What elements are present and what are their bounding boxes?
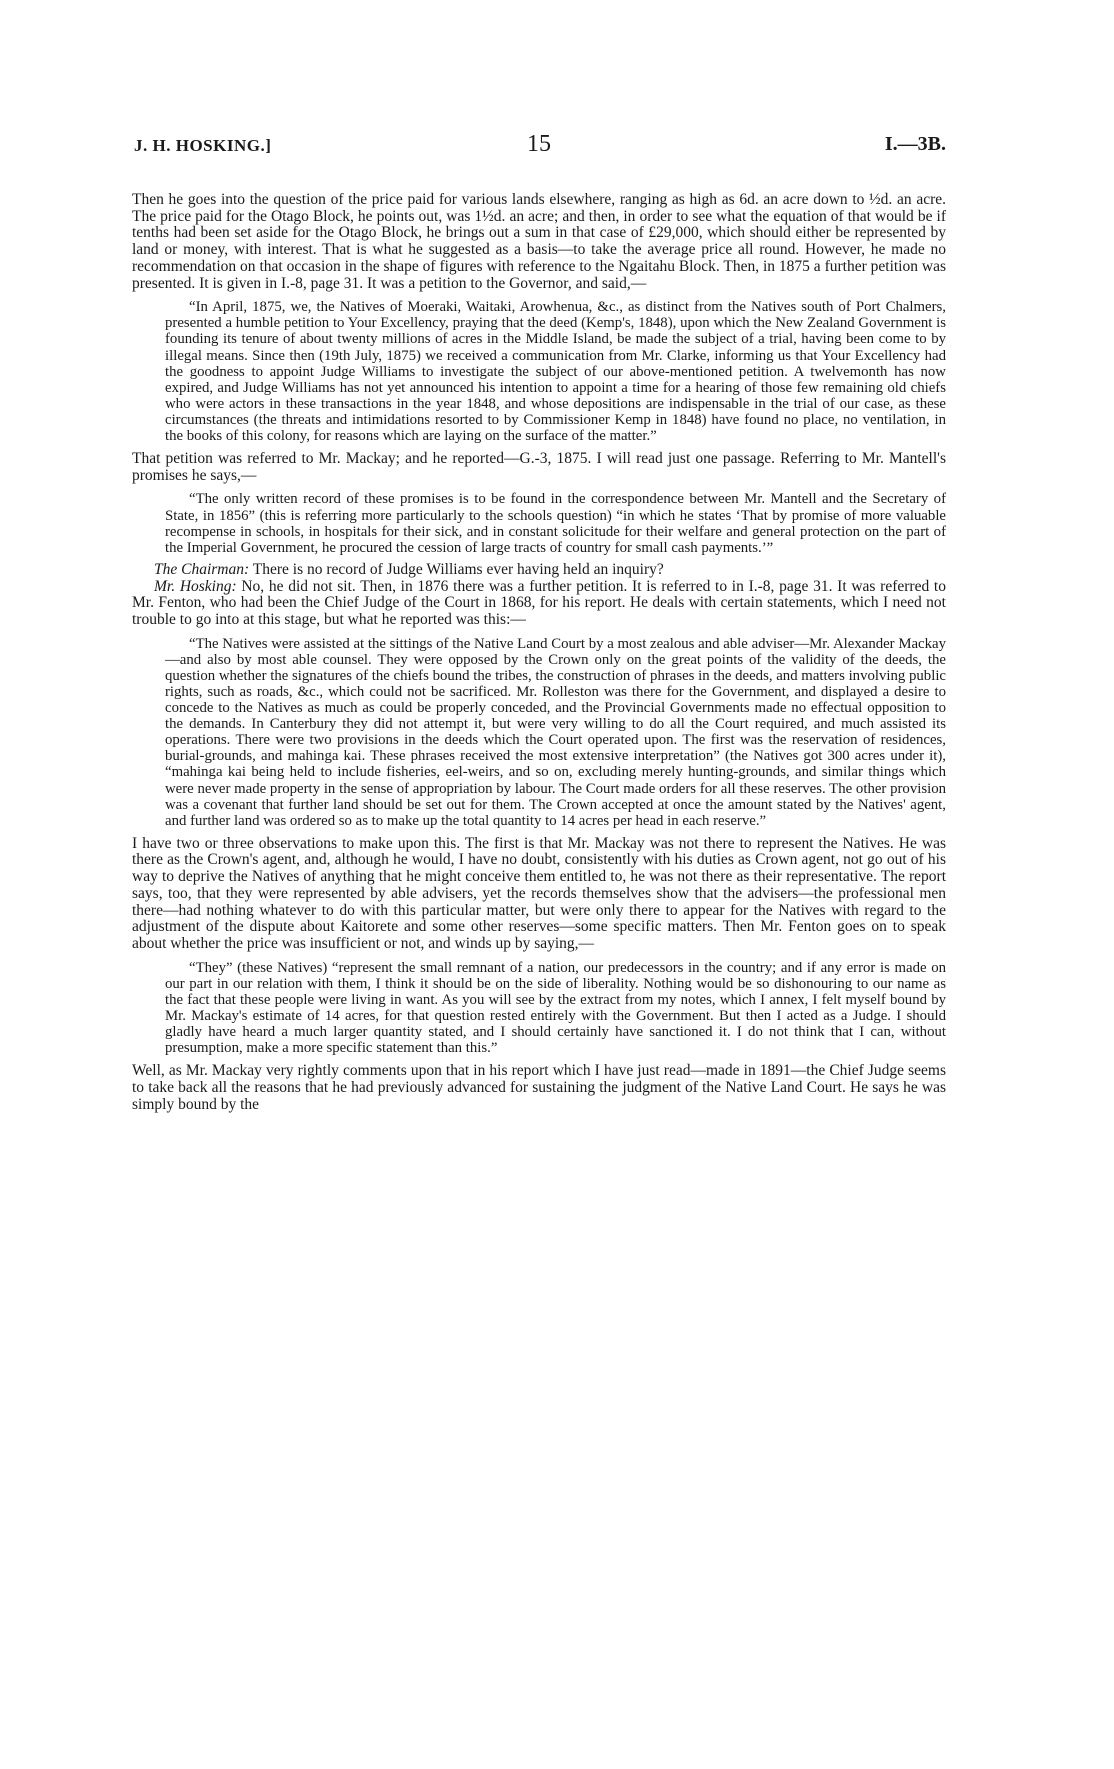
speech-text: No, he did not sit. Then, in 1876 there was a further petition. It is referred to in I.-8, page 31. It was referred to Mr. Fenton, who had been the Chief Judge of the Court in 1868, for his report. He deals with certain statements, which I need not trouble to go into at this stage, but what he reported was this:— (132, 577, 946, 628)
speech-chairman (132, 562, 946, 579)
quoted-report: “The Natives were assisted at the sittings of the Native Land Court by a most zealous and able adviser—Mr. Alexander Mackay—and also by most able counsel. They were opposed by the Crown only on the great points of the validity of the deeds, the question whether the signatures of the chiefs bound the tribes, the construction of phrases in the deeds, and matters involving public rights, such as roads, &c., which could not be sacrificed. Mr. Rolleston was there for the Government, and displayed a desire to concede to the Natives as much as could be properly conceded, and the Provincial Governments made no effectual opposition to the demands. In Canterbury they did not attempt it, but were very willing to do all the Court required, and much assisted its operations. There were two provisions in the deeds which the Court operated upon. The first was the reservation of residences, burial-grounds, and mahinga kai. These phrases received the most extensive interpretation” (the Natives got 300 acres under it), “mahinga kai being held to include fisheries, eel-weirs, and so on, excluding merely hunting-grounds, and similar things which were never made property in the sense of appropriation by labour. The Court made orders for all these reserves. The other provision was a covenant that further land should be set out for them. The Crown accepted at once the amount stated by the Natives' agent, and further land was ordered so as to make up the total quantity to 14 acres per head in each reserve.” (165, 635, 946, 829)
speaker-name: Mr. Hosking: (154, 577, 237, 595)
body-paragraph: Well, as Mr. Mackay very rightly comments upon that in his report which I have just read—made in 1891—the Chief Judge seems to take back all the reasons that he had previously advanced for sustaining the judgment of the Native Land Court. He says he was simply bound by the (132, 1062, 946, 1113)
document-page (132, 131, 946, 1113)
speaker-name: The Chairman: (154, 560, 250, 578)
page-header (132, 131, 946, 170)
speech-text: There is no record of Judge Williams ever having held an inquiry? (249, 560, 664, 578)
document-reference: I.—3B. (884, 133, 946, 155)
running-head-speaker: J. H. HOSKING.] (134, 136, 272, 155)
body-paragraph: That petition was referred to Mr. Mackay; and he reported—G.-3, 1875. I will read just one passage. Referring to Mr. Mantell's promises he says,— (132, 450, 946, 484)
page-number: 15 (527, 131, 551, 157)
body-paragraph: I have two or three observations to make upon this. The first is that Mr. Mackay was not there to represent the Natives. He was there as the Crown's agent, and, although he would, I have no doubt, consistently with his duties as Crown agent, not go out of his way to deprive the Natives of anything that he might conceive them entitled to, he was not there as their representative. The report says, too, that they were represented by able advisers, yet the records themselves show that the advisers—the professional men there—had nothing whatever to do with this particular matter, but were only there to appear for the Natives with regard to the adjustment of the dispute about Kaitorete and some other reserves—some specific matters. Then Mr. Fenton goes on to speak about whether the price was insufficient or not, and winds up by saying,— (132, 834, 946, 952)
page-body (132, 192, 946, 1113)
body-paragraph: Then he goes into the question of the price paid for various lands elsewhere, ranging as high as 6d. an acre down to ½d. an acre. The price paid for the Otago Block, he points out, was 1½d. an acre; and then, in order to see what the equation of that would be if tenths had been set aside for the Otago Block, he brings out a sum in that case of £29,000, which should either be represented by land or money, with interest. That is what he suggested as a basis—to take the average price all round. However, he made no recommendation on that occasion in the shape of figures with reference to the Ngaitahu Block. Then, in 1875 a further petition was presented. It is given in I.-8, page 31. It was a petition to the Governor, and said,— (132, 191, 946, 292)
speech-hosking (132, 579, 946, 629)
quoted-correspondence: “The only written record of these promises is to be found in the correspondence between Mr. Mantell and the Secretary of State, in 1856” (this is referring more particularly to the schools question) “in which he states ‘That by promise of more valuable recompense in schools, in hospitals for their sick, and in constant solicitude for their welfare and general protection on the part of the Imperial Government, he procured the cession of large tracts of country for small cash payments.’” (165, 491, 946, 556)
quoted-petition: “In April, 1875, we, the Natives of Moeraki, Waitaki, Arowhenua, &c., as distinct from the Natives south of Port Chalmers, presented a humble petition to Your Excellency, praying that the deed (Kemp's, 1848), upon which the New Zealand Government is founding its tenure of about twenty millions of acres in the Middle Island, be made the subject of a trial, having been come to by illegal means. Since then (19th July, 1875) we received a communication from Mr. Clarke, informing us that Your Excellency had the goodness to appoint Judge Williams to investigate the subject of our above-mentioned petition. A twelvemonth has now expired, and Judge Williams has not yet announced his intention to appoint a time for a hearing of those few remaining old chiefs who were actors in these transactions in the year 1848, and whose depositions are indispensable in the trial of our case, as these circumstances (the threats and intimidations resorted to by Commissioner Kemp in 1848) have found no place, no ventilation, in the books of this colony, for reasons which are laying on the surface of the matter.” (165, 299, 946, 444)
quoted-statement: “They” (these Natives) “represent the small remnant of a nation, our predecessors in the country; and if any error is made on our part in our relation with them, I think it should be on the side of liberality. Nothing would be so dishonouring to our name as the fact that these people were living in want. As you will see by the extract from my notes, which I annex, I felt myself bound by Mr. Mackay's estimate of 14 acres, for that question rested entirely with the Government. But then I acted as a Judge. I should gladly have heard a much larger quantity stated, and I should certainly have sanctioned it. I do not think that I can, without presumption, make a more specific statement than this.” (165, 959, 946, 1057)
